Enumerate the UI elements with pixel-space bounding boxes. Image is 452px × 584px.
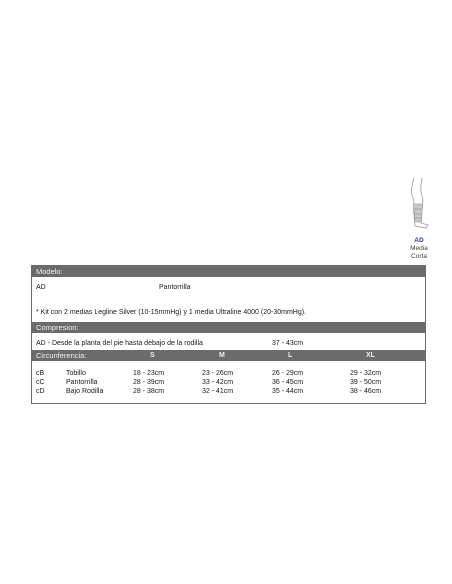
row-value: 36 - 45cm xyxy=(272,379,304,386)
row-value: 39 - 50cm xyxy=(350,379,382,386)
leg-icon xyxy=(404,176,434,232)
row-name: Bajo Rodilla xyxy=(66,388,104,395)
figure-caption-line1: Media xyxy=(410,245,428,252)
row-name: Pantorrilla xyxy=(66,379,98,386)
row-value: 29 - 32cm xyxy=(350,370,382,377)
leg-stocking-illustration xyxy=(404,176,434,232)
row-value: 28 - 39cm xyxy=(133,379,165,386)
row-value: 33 - 42cm xyxy=(202,379,234,386)
row-value: 18 - 23cm xyxy=(133,370,165,377)
row-code: cC xyxy=(36,379,45,386)
size-table xyxy=(31,265,426,404)
size-header-s: S xyxy=(150,352,155,359)
figure-code: AD xyxy=(414,237,424,244)
row-name: Tobillo xyxy=(66,370,86,377)
compresion-value: 37 - 43cm xyxy=(272,340,304,347)
model-code: AD xyxy=(36,284,46,291)
kit-description: * Kit con 2 medias Legline Silver (10-15mmHg) y 1 media Ultraline 4000 (20-30mmHg). xyxy=(36,309,307,316)
size-header-l: L xyxy=(288,352,293,359)
row-value: 32 - 41cm xyxy=(202,388,234,395)
row-value: 38 - 46cm xyxy=(350,388,382,395)
row-value: 35 - 44cm xyxy=(272,388,304,395)
modelo-header: Modelo: xyxy=(32,266,425,277)
size-header-m: M xyxy=(219,352,225,359)
figure-caption-line2: Corta xyxy=(411,253,427,260)
circunferencia-label: Circunferencia: xyxy=(36,351,87,360)
row-value: 23 - 26cm xyxy=(202,370,234,377)
compresion-header: Compresion: xyxy=(32,322,425,333)
size-header-xl: XL xyxy=(366,352,375,359)
model-name: Pantorrilla xyxy=(159,284,191,291)
row-code: cD xyxy=(36,388,45,395)
row-value: 26 - 29cm xyxy=(272,370,304,377)
circunferencia-header xyxy=(32,350,425,361)
row-value: 28 - 38cm xyxy=(133,388,165,395)
row-code: cB xyxy=(36,370,45,377)
compresion-description: AD - Desde la planta del pie hasta debajo de la rodilla xyxy=(36,340,203,347)
